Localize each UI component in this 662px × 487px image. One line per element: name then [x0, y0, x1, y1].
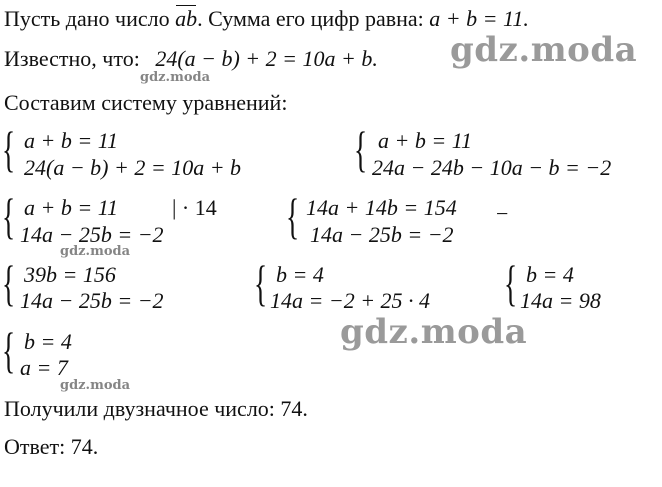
system-3-eq2: 14a − 25b = −2	[20, 222, 164, 247]
system-5-brace: {	[2, 255, 16, 311]
result-line: Получили двузначное число: 74.	[4, 396, 308, 421]
system-4-eq1: 14a + 14b = 154	[306, 195, 457, 220]
intro-text-after: . Сумма его цифр равна:	[197, 6, 430, 31]
intro-text-before: Пусть дано число	[4, 6, 176, 31]
system-7-eq2: 14a = 98	[520, 288, 601, 313]
system-1-eq1: a + b = 11	[24, 128, 119, 153]
system-4-op: −	[496, 201, 509, 226]
system-8-brace: {	[2, 322, 16, 378]
system-7-eq1: b = 4	[526, 262, 574, 287]
known-label: Известно, что:	[4, 46, 146, 71]
known-line	[4, 46, 378, 72]
system-3-brace: {	[2, 188, 16, 244]
system-7-brace: {	[504, 255, 518, 311]
compose-label: Составим систему уравнений:	[4, 90, 288, 115]
system-3-note: | · 14	[172, 195, 217, 220]
system-5-eq1: 39b = 156	[24, 262, 116, 287]
system-1-eq2: 24(a − b) + 2 = 10a + b	[24, 155, 242, 180]
system-8-eq1: b = 4	[24, 329, 72, 354]
sum-equation: a + b = 11.	[429, 6, 529, 31]
watermark-middle: gdz.moda	[340, 312, 528, 352]
system-6-eq1: b = 4	[276, 262, 324, 287]
watermark-small-2: gdz.moda	[60, 244, 131, 259]
watermark-top-right: gdz.moda	[450, 30, 638, 70]
intro-line	[4, 6, 529, 32]
system-4-brace: {	[286, 188, 300, 244]
system-2-brace: {	[354, 121, 368, 177]
watermark-small-3: gdz.moda	[60, 378, 131, 393]
system-5-eq2: 14a − 25b = −2	[20, 288, 164, 313]
known-equation: 24(a − b) + 2 = 10a + b.	[155, 46, 378, 71]
system-8-eq2: a = 7	[20, 355, 68, 380]
system-6-brace: {	[254, 255, 268, 311]
answer-line: Ответ: 74.	[4, 434, 99, 459]
system-4-eq2: 14a − 25b = −2	[310, 222, 454, 247]
system-3-eq1: a + b = 11	[24, 195, 119, 220]
system-2-eq1: a + b = 11	[378, 128, 473, 153]
number-ab: ab	[175, 6, 198, 31]
system-1-brace: {	[2, 121, 16, 177]
watermark-small-1: gdz.moda	[140, 70, 211, 85]
system-6-eq2: 14a = −2 + 25 · 4	[270, 288, 431, 313]
system-2-eq2: 24a − 24b − 10a − b = −2	[372, 155, 612, 180]
